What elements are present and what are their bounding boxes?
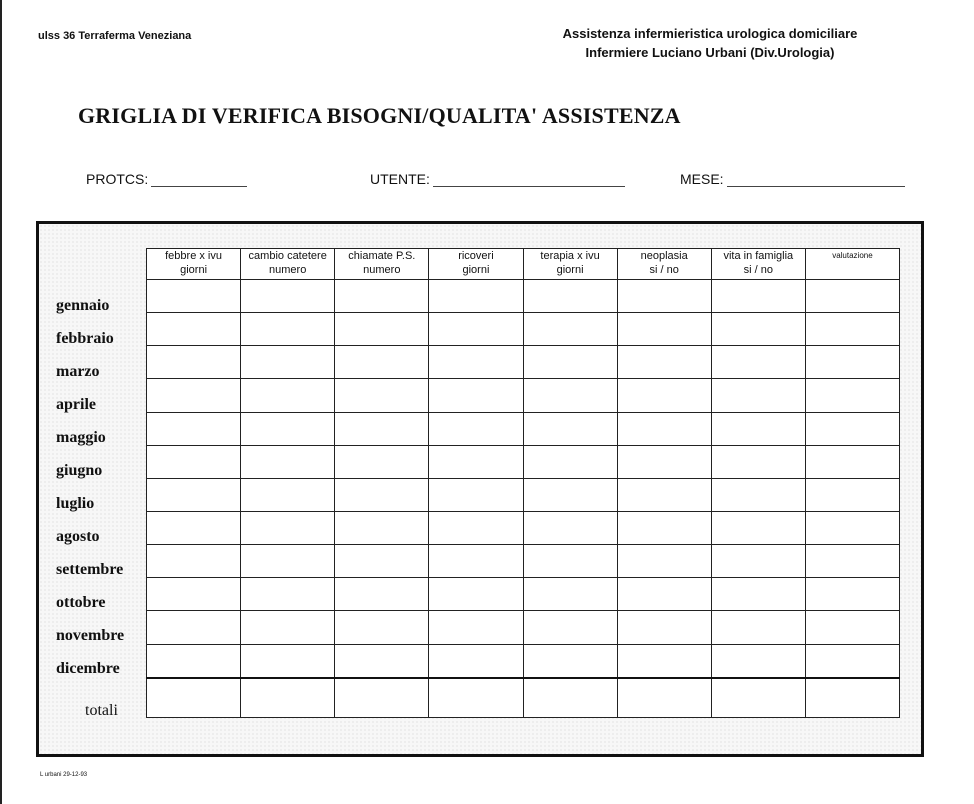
grid-cell[interactable] <box>147 412 241 445</box>
grid-cell[interactable] <box>335 511 429 544</box>
month-row-label: dicembre <box>56 660 120 677</box>
totals-cell[interactable] <box>241 678 335 718</box>
month-row-label: ottobre <box>56 594 106 611</box>
page-edge <box>0 0 2 804</box>
totals-cell[interactable] <box>523 678 617 718</box>
table-row <box>147 611 900 644</box>
column-header: terapia x ivu giorni <box>523 249 617 280</box>
table-row <box>147 578 900 611</box>
grid-cell[interactable] <box>523 611 617 644</box>
column-header: neoplasia si / no <box>617 249 711 280</box>
column-header: vita in famiglia si / no <box>711 249 805 280</box>
user-field <box>370 170 625 187</box>
grid-cell[interactable] <box>805 445 899 478</box>
grid-cell[interactable] <box>241 379 335 412</box>
grid-cell[interactable] <box>335 578 429 611</box>
grid-cell[interactable] <box>147 445 241 478</box>
grid-cell[interactable] <box>147 313 241 346</box>
totals-row <box>147 678 900 718</box>
month-row-label: novembre <box>56 627 125 644</box>
column-header: febbre x ivu giorni <box>147 249 241 280</box>
grid-cell[interactable] <box>711 412 805 445</box>
table-row <box>147 379 900 412</box>
table-row <box>147 412 900 445</box>
organization-name: ulss 36 Terraferma Veneziana <box>38 30 192 42</box>
grid-cell[interactable] <box>335 379 429 412</box>
grid-cell[interactable] <box>711 346 805 379</box>
nurse-name: Infermiere Luciano Urbani (Div.Urologia) <box>585 45 835 60</box>
month-row-label: agosto <box>56 528 100 545</box>
month-row-label: febbraio <box>56 330 114 347</box>
grid-cell[interactable] <box>429 611 523 644</box>
grid-cell[interactable] <box>523 313 617 346</box>
month-row-label: maggio <box>56 429 106 446</box>
grid-cell[interactable] <box>335 412 429 445</box>
grid-cell[interactable] <box>805 478 899 511</box>
grid-cell[interactable] <box>241 280 335 313</box>
grid-cell[interactable] <box>523 280 617 313</box>
month-field <box>680 170 905 187</box>
grid-cell[interactable] <box>805 545 899 578</box>
grid-cell[interactable] <box>805 280 899 313</box>
grid-cell[interactable] <box>617 545 711 578</box>
totals-cell[interactable] <box>429 678 523 718</box>
grid-cell[interactable] <box>617 578 711 611</box>
grid-cell[interactable] <box>523 346 617 379</box>
month-row-label: marzo <box>56 363 100 380</box>
grid-cell[interactable] <box>805 313 899 346</box>
grid-cell[interactable] <box>147 478 241 511</box>
grid-cell[interactable] <box>805 346 899 379</box>
grid-cell[interactable] <box>241 578 335 611</box>
grid-cell[interactable] <box>711 313 805 346</box>
grid-cell[interactable] <box>429 346 523 379</box>
grid-cell[interactable] <box>617 313 711 346</box>
grid-cell[interactable] <box>711 280 805 313</box>
month-row-label: aprile <box>56 396 96 413</box>
grid-cell[interactable] <box>335 545 429 578</box>
grid-cell[interactable] <box>805 511 899 544</box>
table-row <box>147 445 900 478</box>
grid-cell[interactable] <box>617 511 711 544</box>
grid-cell[interactable] <box>429 478 523 511</box>
user-label: UTENTE: <box>370 171 430 187</box>
table-row <box>147 313 900 346</box>
totals-label: totali <box>85 702 118 719</box>
footer-note: L urbani 29-12-93 <box>40 772 88 778</box>
grid-cell[interactable] <box>335 445 429 478</box>
protocol-label: PROTCS: <box>86 171 149 187</box>
grid-cell[interactable] <box>617 346 711 379</box>
grid-cell[interactable] <box>805 578 899 611</box>
grid-cell[interactable] <box>617 478 711 511</box>
table-row <box>147 346 900 379</box>
month-row-label: gennaio <box>56 297 110 314</box>
header-row <box>147 249 900 280</box>
grid-cell[interactable] <box>617 379 711 412</box>
grid-cell[interactable] <box>711 478 805 511</box>
verification-grid <box>146 248 900 718</box>
month-row-label: giugno <box>56 462 103 479</box>
grid-cell[interactable] <box>711 545 805 578</box>
totals-cell[interactable] <box>711 678 805 718</box>
table-row <box>147 545 900 578</box>
protocol-blank[interactable] <box>151 170 247 187</box>
month-row-label: luglio <box>56 495 95 512</box>
grid-cell[interactable] <box>241 445 335 478</box>
grid-cell[interactable] <box>805 412 899 445</box>
column-header: ricoveri giorni <box>429 249 523 280</box>
grid-cell[interactable] <box>335 280 429 313</box>
grid-cell[interactable] <box>429 280 523 313</box>
grid-cell[interactable] <box>617 445 711 478</box>
table-row <box>147 511 900 544</box>
table-row <box>147 280 900 313</box>
column-header: cambio catetere numero <box>241 249 335 280</box>
column-header: valutazione <box>805 249 899 280</box>
grid-cell[interactable] <box>711 644 805 678</box>
grid-cell[interactable] <box>711 511 805 544</box>
grid-cell[interactable] <box>805 379 899 412</box>
month-label: MESE: <box>680 171 724 187</box>
grid-cell[interactable] <box>805 611 899 644</box>
grid-cell[interactable] <box>241 611 335 644</box>
grid-cell[interactable] <box>241 511 335 544</box>
grid-cell[interactable] <box>147 644 241 678</box>
grid-cell[interactable] <box>429 445 523 478</box>
grid-cell[interactable] <box>523 445 617 478</box>
grid-cell[interactable] <box>523 511 617 544</box>
grid-cell[interactable] <box>711 445 805 478</box>
grid-cell[interactable] <box>429 578 523 611</box>
grid-cell[interactable] <box>429 545 523 578</box>
service-header <box>520 24 900 62</box>
protocol-field <box>86 170 247 187</box>
grid-cell[interactable] <box>241 412 335 445</box>
grid-cell[interactable] <box>711 611 805 644</box>
grid-cell[interactable] <box>805 644 899 678</box>
grid-cell[interactable] <box>147 379 241 412</box>
grid-cell[interactable] <box>147 511 241 544</box>
grid-cell[interactable] <box>617 644 711 678</box>
grid-cell[interactable] <box>523 478 617 511</box>
month-row-label: settembre <box>56 561 124 578</box>
grid-cell[interactable] <box>335 313 429 346</box>
month-blank[interactable] <box>727 170 905 187</box>
grid-cell[interactable] <box>241 545 335 578</box>
grid-cell[interactable] <box>335 346 429 379</box>
grid-cell[interactable] <box>617 280 711 313</box>
grid-cell[interactable] <box>429 511 523 544</box>
totals-cell[interactable] <box>147 678 241 718</box>
grid-cell[interactable] <box>523 379 617 412</box>
totals-cell[interactable] <box>617 678 711 718</box>
grid-cell[interactable] <box>241 644 335 678</box>
grid-cell[interactable] <box>241 313 335 346</box>
grid-cell[interactable] <box>147 578 241 611</box>
grid-cell[interactable] <box>147 280 241 313</box>
grid-cell[interactable] <box>429 412 523 445</box>
table-row <box>147 644 900 678</box>
grid-cell[interactable] <box>335 611 429 644</box>
grid-cell[interactable] <box>429 379 523 412</box>
column-header: chiamate P.S. numero <box>335 249 429 280</box>
grid-cell[interactable] <box>335 478 429 511</box>
grid-cell[interactable] <box>147 545 241 578</box>
grid-cell[interactable] <box>523 412 617 445</box>
grid-cell[interactable] <box>617 412 711 445</box>
table-row <box>147 478 900 511</box>
grid-cell[interactable] <box>523 578 617 611</box>
grid-cell[interactable] <box>617 611 711 644</box>
service-title: Assistenza infermieristica urologica domiciliare <box>562 26 858 41</box>
grid-cell[interactable] <box>241 346 335 379</box>
totals-cell[interactable] <box>335 678 429 718</box>
page-title: GRIGLIA DI VERIFICA BISOGNI/QUALITA' ASSISTENZA <box>78 103 681 128</box>
grid-cell[interactable] <box>523 545 617 578</box>
grid-cell[interactable] <box>523 644 617 678</box>
grid-cell[interactable] <box>147 346 241 379</box>
grid-cell[interactable] <box>429 644 523 678</box>
grid-cell[interactable] <box>241 478 335 511</box>
user-blank[interactable] <box>433 170 625 187</box>
grid-cell[interactable] <box>147 611 241 644</box>
grid-cell[interactable] <box>711 578 805 611</box>
grid-cell[interactable] <box>429 313 523 346</box>
totals-cell[interactable] <box>805 678 899 718</box>
grid-cell[interactable] <box>335 644 429 678</box>
grid-cell[interactable] <box>711 379 805 412</box>
